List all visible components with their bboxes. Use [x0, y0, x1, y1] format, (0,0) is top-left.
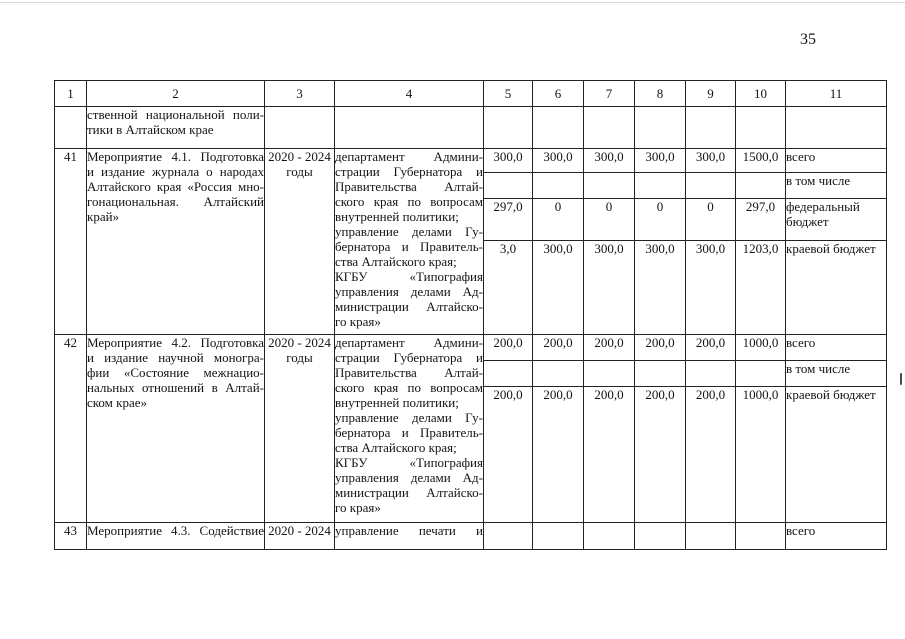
event-cell [87, 107, 265, 149]
empty-cell [584, 107, 635, 149]
scan-edge-line [0, 2, 905, 3]
funding-value: 200,0 [686, 387, 736, 523]
row-number: 42 [55, 335, 87, 523]
executor-line: страции Губернатора и [335, 350, 483, 365]
period-cell [265, 523, 335, 550]
empty-cell [736, 107, 786, 149]
executor-line: го края» [335, 500, 381, 515]
funding-source: в том числе [786, 173, 887, 199]
event-line: Мероприятие 4.1. Подготовка [87, 149, 264, 164]
period-line: годы [286, 350, 313, 365]
empty-cell [484, 523, 533, 550]
event-line: Алтайского края «Россия мно- [87, 179, 264, 194]
empty-cell [686, 523, 736, 550]
event-cell [87, 523, 265, 550]
funding-value: 200,0 [484, 335, 533, 361]
funding-value: 300,0 [533, 241, 584, 335]
event-cell [87, 149, 265, 335]
event-cell [87, 335, 265, 523]
executor-line: КГБУ «Типография [335, 269, 483, 284]
empty-cell [786, 107, 887, 149]
funding-total: 297,0 [736, 199, 786, 241]
empty-cell [635, 107, 686, 149]
funding-value: 200,0 [533, 387, 584, 523]
empty-cell [584, 173, 635, 199]
empty-cell [686, 107, 736, 149]
executor-line: ского края по вопросам [335, 194, 483, 209]
executor-line: министрации Алтайско- [335, 299, 483, 314]
executor-line: управления делами Ад- [335, 470, 483, 485]
executor-line: министрации Алтайско- [335, 485, 483, 500]
executor-cell [335, 335, 484, 523]
measures-table [54, 80, 887, 550]
funding-value: 300,0 [635, 149, 686, 173]
period-line: 2020 - 2024 [268, 523, 331, 538]
continuation-row [55, 107, 887, 149]
empty-cell [533, 361, 584, 387]
executor-line: департамент Админи- [335, 335, 483, 350]
empty-cell [736, 173, 786, 199]
funding-value: 0 [584, 199, 635, 241]
executor-line: ского края по вопросам [335, 380, 483, 395]
column-header: 10 [736, 81, 786, 107]
executor-line: управление делами Гу- [335, 224, 483, 239]
event-line: тики в Алтайском крае [87, 122, 214, 137]
funding-value: 300,0 [484, 149, 533, 173]
event-line: Мероприятие 4.3. Содействие [87, 523, 264, 538]
event-line: нальных отношений в Алтай- [87, 380, 264, 395]
empty-cell [736, 523, 786, 550]
funding-value: 0 [533, 199, 584, 241]
column-header: 3 [265, 81, 335, 107]
empty-cell [686, 361, 736, 387]
empty-cell [736, 361, 786, 387]
event-line: и издание научной моногра- [87, 350, 264, 365]
column-header: 7 [584, 81, 635, 107]
funding-source: всего [786, 335, 887, 361]
funding-value: 200,0 [584, 335, 635, 361]
empty-cell [584, 361, 635, 387]
funding-value: 300,0 [533, 149, 584, 173]
column-header: 5 [484, 81, 533, 107]
event-line: и издание журнала о народах [87, 164, 264, 179]
funding-total: 1000,0 [736, 387, 786, 523]
funding-value: 297,0 [484, 199, 533, 241]
executor-line: Правительства Алтай- [335, 179, 483, 194]
executor-line: Правительства Алтай- [335, 365, 483, 380]
period-line: 2020 - 2024 [268, 335, 331, 350]
empty-cell [265, 107, 335, 149]
funding-value: 200,0 [686, 335, 736, 361]
empty-cell [335, 107, 484, 149]
executor-line: ства Алтайского края; [335, 440, 457, 455]
funding-source: всего [786, 523, 887, 550]
executor-line: КГБУ «Типография [335, 455, 483, 470]
empty-cell [584, 523, 635, 550]
executor-line: управление печати и [335, 523, 483, 538]
executor-line: департамент Админи- [335, 149, 483, 164]
table-row [55, 149, 887, 173]
funding-value: 200,0 [635, 335, 686, 361]
funding-source: краевой бюджет [786, 241, 887, 335]
empty-cell [484, 107, 533, 149]
funding-total: 1500,0 [736, 149, 786, 173]
empty-cell [533, 173, 584, 199]
executor-line: бернатора и Правитель- [335, 239, 483, 254]
event-line: ственной национальной поли- [87, 107, 264, 122]
executor-line: ства Алтайского края; [335, 254, 457, 269]
column-header: 4 [335, 81, 484, 107]
funding-value: 300,0 [584, 241, 635, 335]
funding-value: 300,0 [584, 149, 635, 173]
event-line: гонациональная. Алтайский [87, 194, 264, 209]
empty-cell [484, 361, 533, 387]
page-number: 35 [800, 31, 816, 48]
table-row [55, 335, 887, 361]
executor-line: управления делами Ад- [335, 284, 483, 299]
funding-value: 300,0 [635, 241, 686, 335]
executor-cell [335, 149, 484, 335]
column-header: 9 [686, 81, 736, 107]
funding-value: 200,0 [484, 387, 533, 523]
empty-cell [484, 173, 533, 199]
funding-value: 0 [686, 199, 736, 241]
empty-cell [635, 173, 686, 199]
column-header: 8 [635, 81, 686, 107]
funding-value: 3,0 [484, 241, 533, 335]
column-number-row [55, 81, 887, 107]
table-row [55, 523, 887, 550]
scan-mark [900, 373, 902, 385]
executor-line: страции Губернатора и [335, 164, 483, 179]
executor-line: го края» [335, 314, 381, 329]
empty-cell [686, 173, 736, 199]
empty-cell [533, 107, 584, 149]
funding-source: в том числе [786, 361, 887, 387]
executor-cell [335, 523, 484, 550]
funding-value: 0 [635, 199, 686, 241]
empty-cell [533, 523, 584, 550]
event-line: фии «Состояние межнацио- [87, 365, 264, 380]
column-header: 1 [55, 81, 87, 107]
funding-value: 300,0 [686, 241, 736, 335]
funding-total: 1000,0 [736, 335, 786, 361]
funding-total: 1203,0 [736, 241, 786, 335]
period-line: годы [286, 164, 313, 179]
executor-line: управление делами Гу- [335, 410, 483, 425]
funding-value: 200,0 [635, 387, 686, 523]
event-line: Мероприятие 4.2. Подготовка [87, 335, 264, 350]
funding-value: 300,0 [686, 149, 736, 173]
funding-value: 200,0 [533, 335, 584, 361]
row-number: 41 [55, 149, 87, 335]
period-cell [265, 149, 335, 335]
period-line: 2020 - 2024 [268, 149, 331, 164]
empty-cell [635, 523, 686, 550]
column-header: 6 [533, 81, 584, 107]
row-number: 43 [55, 523, 87, 550]
executor-line: внутренней политики; [335, 209, 459, 224]
executor-line: внутренней политики; [335, 395, 459, 410]
funding-source: краевой бюджет [786, 387, 887, 523]
event-line: край» [87, 209, 120, 224]
empty-cell [635, 361, 686, 387]
column-header: 11 [786, 81, 887, 107]
empty-cell [55, 107, 87, 149]
funding-value: 200,0 [584, 387, 635, 523]
funding-source: федеральный бюджет [786, 199, 887, 241]
funding-source: всего [786, 149, 887, 173]
executor-line: бернатора и Правитель- [335, 425, 483, 440]
event-line: ском крае» [87, 395, 148, 410]
period-cell [265, 335, 335, 523]
column-header: 2 [87, 81, 265, 107]
